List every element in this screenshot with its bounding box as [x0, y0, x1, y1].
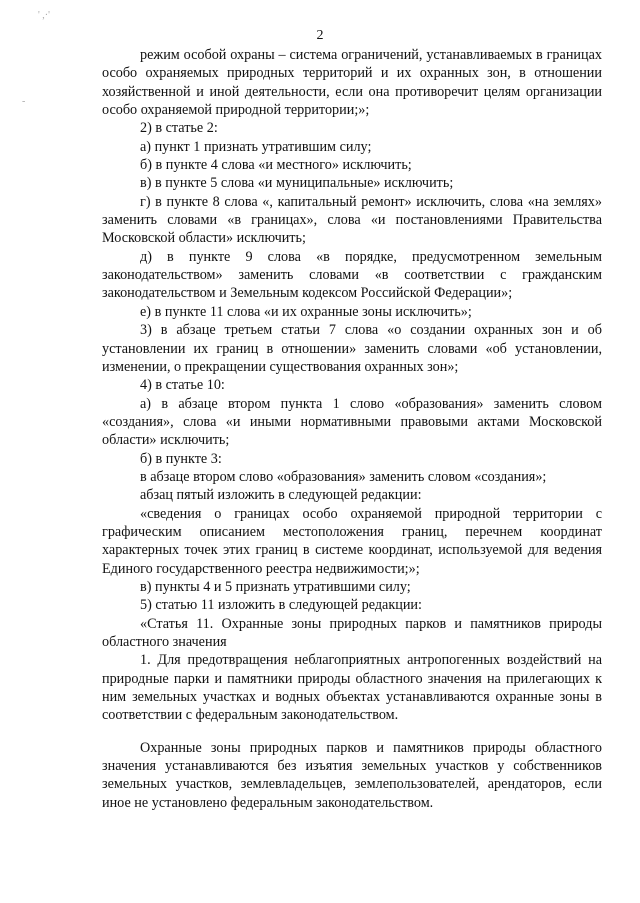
paragraph-item-4-a: а) в абзаце втором пункта 1 слово «образования» заменить словом «создания», слова «и иными нормативными правовыми актами Московской области» исключить; [102, 395, 602, 449]
paragraph-definition: режим особой охраны – система ограничений, устанавливаемых в границах особо охраняемых природных территорий и их охранных зон, в отношении хозяйственной и иной деятельности, если она противоречит целям организации особо охраняемой природной территории;»; [102, 47, 602, 119]
paragraph-subitem-a: а) пункт 1 признать утратившим силу; [140, 138, 372, 155]
paragraph-subitem-b: б) в пункте 4 слова «и местного» исключить; [140, 157, 412, 174]
paragraph-item-2: 2) в статье 2: [140, 120, 218, 137]
scan-artifact-mark: ' ,·' [38, 10, 50, 21]
scan-artifact-dash: - [22, 96, 26, 107]
paragraph-subitem-d: д) в пункте 9 слова «в порядке, предусмотренном земельным законодательством» заменить словами «в соответствии с гражданским законодательством и Земельным кодексом Российской Федерации»; [102, 248, 602, 302]
paragraph-item-4-b: б) в пункте 3: [140, 450, 222, 467]
paragraph-item-5: 5) статью 11 изложить в следующей редакции: [140, 597, 422, 614]
paragraph-item-4-v: в) пункты 4 и 5 признать утратившими силу; [140, 578, 411, 595]
paragraph-subitem-v: в) в пункте 5 слова «и муниципальные» исключить; [140, 175, 454, 192]
page-number: 2 [316, 28, 324, 43]
paragraph-item-4-b-line1: в абзаце втором слово «образования» заменить словом «создания»; [140, 468, 547, 485]
article-11-point-1: 1. Для предотвращения неблагоприятных антропогенных воздействий на природные парки и памятники природы областного значения на прилегающих к ним земельных участках и водных объектах устанавливаются охранные зоны в соответствии с федеральным законодательством. [102, 652, 602, 724]
paragraph-quoted-info: «сведения о границах особо охраняемой природной территории с графическим описанием местоположения границ, перечнем координат характерных точек этих границ в системе координат, используемой для ведения Единого государственного реестра недвижимости;»; [102, 505, 602, 577]
paragraph-item-4: 4) в статье 10: [140, 377, 225, 394]
paragraph-subitem-g: г) в пункте 8 слова «, капитальный ремонт» исключить, слова «на землях» заменить словами «в границах», слова «и постановлениями Правительства Московской области» исключить; [102, 193, 602, 247]
article-11-point-1-continuation: Охранные зоны природных парков и памятников природы областного значения устанавливаются без изъятия земельных участков у собственников земельных участков, землевладельцев, землепользователей, арендаторов, если иное не установлено федеральным законодательством. [102, 739, 602, 811]
paragraph-item-4-b-line2: абзац пятый изложить в следующей редакции: [140, 487, 422, 504]
paragraph-subitem-e: е) в пункте 11 слова «и их охранные зоны исключить»; [140, 303, 472, 320]
document-body [102, 46, 602, 812]
article-11-heading: «Статья 11. Охранные зоны природных парков и памятников природы областного значения [102, 615, 602, 650]
paragraph-item-3: 3) в абзаце третьем статьи 7 слова «о создании охранных зон и об установлении их границ в отношении» заменить словами «об установлении, изменении, о прекращении существования охранных зон»; [102, 322, 602, 375]
